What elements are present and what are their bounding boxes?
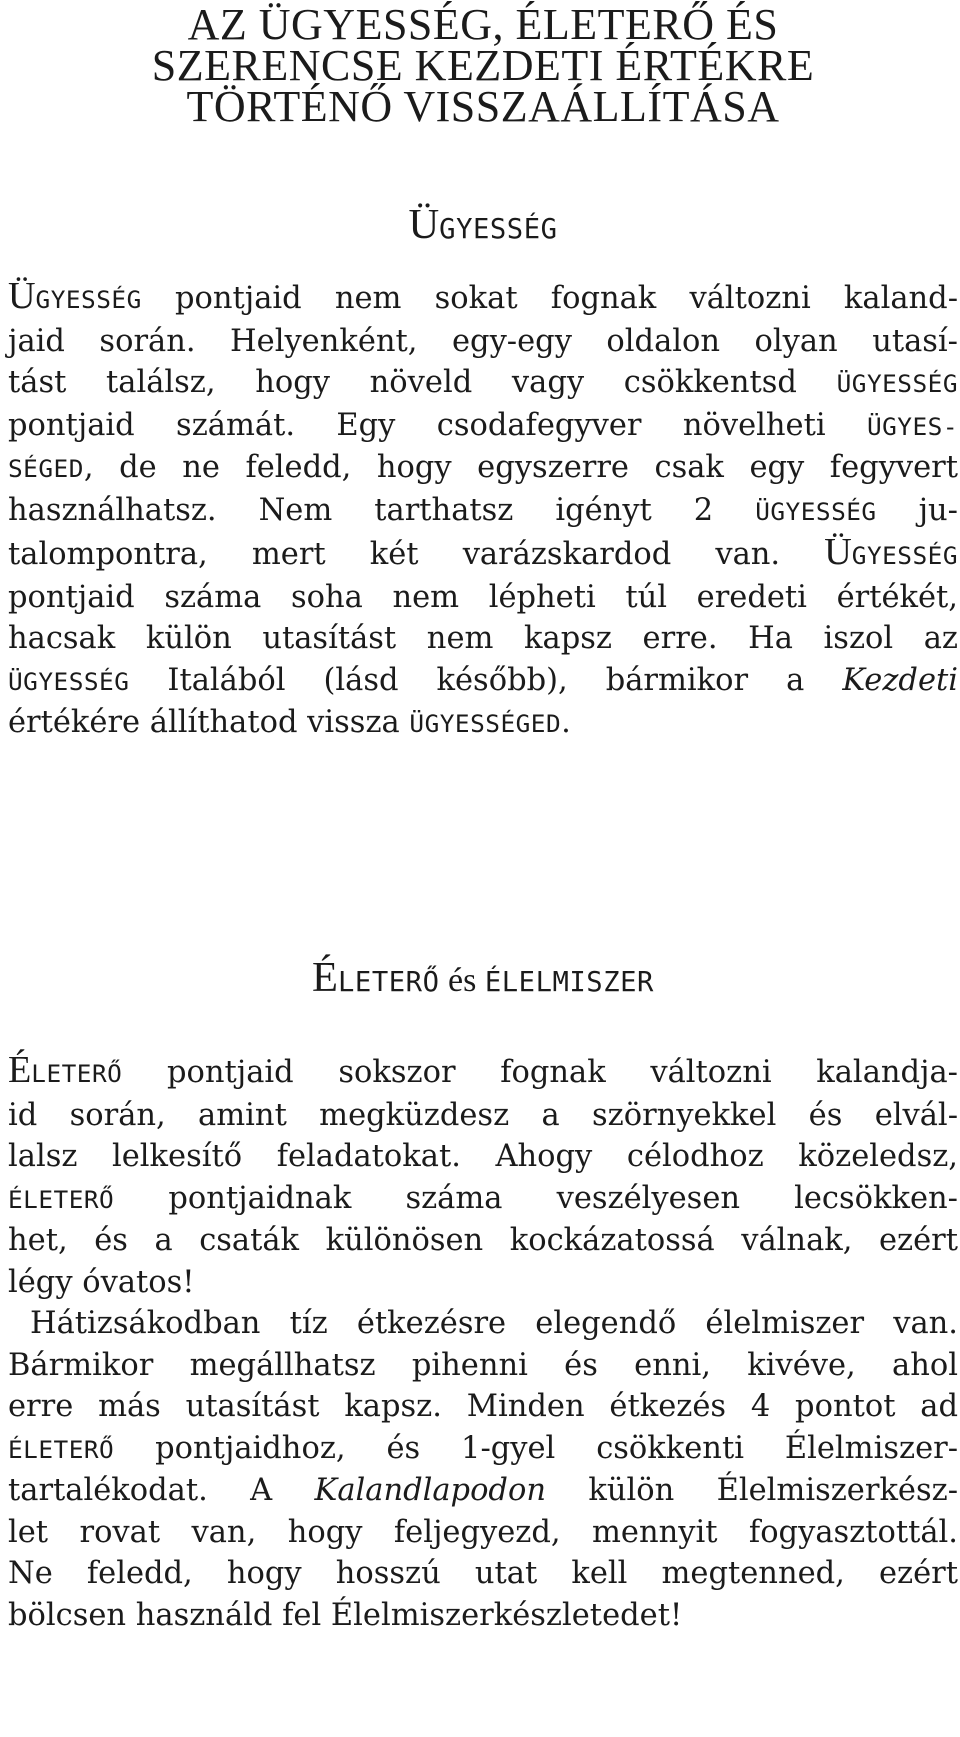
line-text: pontjaid nem sokat fognak változni kaland-	[141, 281, 958, 316]
line-text: tartalékodat. A	[8, 1473, 315, 1508]
smallcaps-term: ÜGYESSÉG	[8, 666, 130, 696]
text-line	[8, 405, 958, 448]
smallcaps-term: LETERŐ	[31, 1059, 123, 1088]
italic-term: Kalandlapodon	[314, 1473, 546, 1508]
text-line	[8, 1178, 958, 1221]
smallcaps-term: GYESSÉG	[851, 541, 958, 570]
line-text: lalsz lelkesítő feladatokat. Ahogy célodhoz közeledsz,	[8, 1139, 958, 1174]
text-line	[8, 1470, 958, 1512]
line-text: pontjaid száma soha nem lépheti túl eredeti értékét,	[8, 579, 958, 615]
section-heading-ugyesseg	[8, 200, 958, 249]
text-line	[8, 1595, 958, 1637]
text-line	[8, 1050, 958, 1095]
section-heading-eletero	[8, 953, 958, 1002]
paragraph-eletero	[8, 1050, 958, 1636]
book-page	[8, 0, 958, 1633]
line-text: pontjaidnak száma veszélyesen lecsökken-	[114, 1180, 958, 1216]
page-title	[8, 0, 958, 131]
paragraph-ugyesseg	[8, 276, 958, 745]
heading-connector: és	[439, 962, 485, 999]
text-line	[8, 321, 958, 363]
smallcaps-initial: Ü	[8, 275, 36, 317]
text-line	[8, 1095, 958, 1137]
heading-initial: Ü	[408, 201, 440, 248]
smallcaps-term: ÜGYES-	[866, 411, 958, 441]
line-text: jaid során. Helyenként, egy-egy oldalon olyan utasí-	[8, 323, 958, 359]
line-text: Hátizsákodban tíz étkezésre elegendő élelmiszer van.	[30, 1306, 958, 1341]
text-line	[8, 1220, 958, 1262]
line-text: Ne feledd, hogy hosszú utat kell megtenned, ezért	[8, 1556, 958, 1591]
text-line	[8, 276, 958, 321]
heading-smallcaps: LETERŐ	[338, 967, 440, 998]
title-line: TÖRTÉNŐ VISSZAÁLLÍTÁSA	[186, 82, 780, 131]
text-line	[8, 660, 958, 703]
title-line: SZERENCSE KEZDETI ÉRTÉKRE	[151, 41, 815, 90]
text-line	[8, 618, 958, 660]
text-line	[8, 1386, 958, 1428]
heading-initial: É	[312, 954, 339, 1001]
smallcaps-term: ÜGYESSÉG	[836, 369, 958, 398]
smallcaps-term: GYESSÉG	[35, 285, 142, 314]
smallcaps-term: SÉGED	[8, 454, 84, 483]
line-text: , de ne feledd, hogy egyszerre csak egy fegyvert	[83, 450, 958, 485]
line-text: pontjaid számát. Egy csodafegyver növelheti	[8, 407, 867, 443]
smallcaps-initial: Ü	[824, 531, 852, 573]
text-line	[8, 1303, 958, 1345]
text-line	[8, 447, 958, 490]
smallcaps-term: ÉLETERŐ	[8, 1434, 115, 1464]
line-text: Italából (lásd később), bármikor a	[129, 662, 843, 698]
line-text: használhatsz. Nem tarthatsz igényt 2	[8, 492, 756, 528]
text-line	[8, 1428, 958, 1471]
text-line	[8, 1512, 958, 1554]
line-tail: .	[561, 705, 571, 740]
title-line: AZ ÜGYESSÉG, ÉLETERŐ ÉS	[187, 0, 779, 49]
line-text: pontjaid sokszor fognak változni kalandja-	[122, 1055, 958, 1090]
text-line	[8, 577, 958, 619]
text-line	[8, 490, 958, 533]
line-text: értékére állíthatod vissza	[8, 705, 410, 740]
heading-smallcaps: GYESSÉG	[439, 214, 558, 245]
heading-smallcaps-2: ÉLELMISZER	[484, 967, 654, 998]
line-tail: ju-	[876, 492, 958, 528]
line-text: hacsak külön utasítást nem kapsz erre. Ha iszol az	[8, 621, 958, 656]
text-line	[8, 1262, 958, 1304]
text-line	[8, 702, 958, 745]
line-text: let rovat van, hogy feljegyezd, mennyit fogyasztottál.	[8, 1514, 958, 1550]
line-text: id során, amint megküzdesz a szörnyekkel és elvál-	[8, 1097, 958, 1133]
line-text: talompontra, mert két varázskardod van.	[8, 537, 825, 572]
line-text: het, és a csaták különösen kockázatossá válnak, ezért	[8, 1223, 958, 1258]
line-text: Bármikor megállhatsz pihenni és enni, kivéve, ahol	[8, 1347, 958, 1383]
line-text: légy óvatos!	[8, 1264, 195, 1300]
line-text: tást találsz, hogy növeld vagy csökkentsd	[8, 365, 837, 400]
line-tail: külön Élelmiszerkész-	[545, 1473, 958, 1508]
text-line	[8, 362, 958, 405]
text-line	[8, 1136, 958, 1178]
text-line	[8, 532, 958, 577]
smallcaps-initial: É	[8, 1049, 32, 1091]
line-text: bölcsen használd fel Élelmiszerkészletedet!	[8, 1597, 683, 1633]
smallcaps-term: ÜGYESSÉG	[755, 496, 877, 526]
text-line	[8, 1553, 958, 1595]
line-text: pontjaidhoz, és 1-gyel csökkenti Élelmiszer-	[114, 1430, 958, 1466]
italic-term: Kezdeti	[842, 662, 958, 698]
smallcaps-term: ÉLETERŐ	[8, 1184, 115, 1214]
text-line	[8, 1345, 958, 1387]
smallcaps-term: ÜGYESSÉGED	[409, 709, 562, 738]
line-text: erre más utasítást kapsz. Minden étkezés 4 pontot ad	[8, 1389, 958, 1424]
